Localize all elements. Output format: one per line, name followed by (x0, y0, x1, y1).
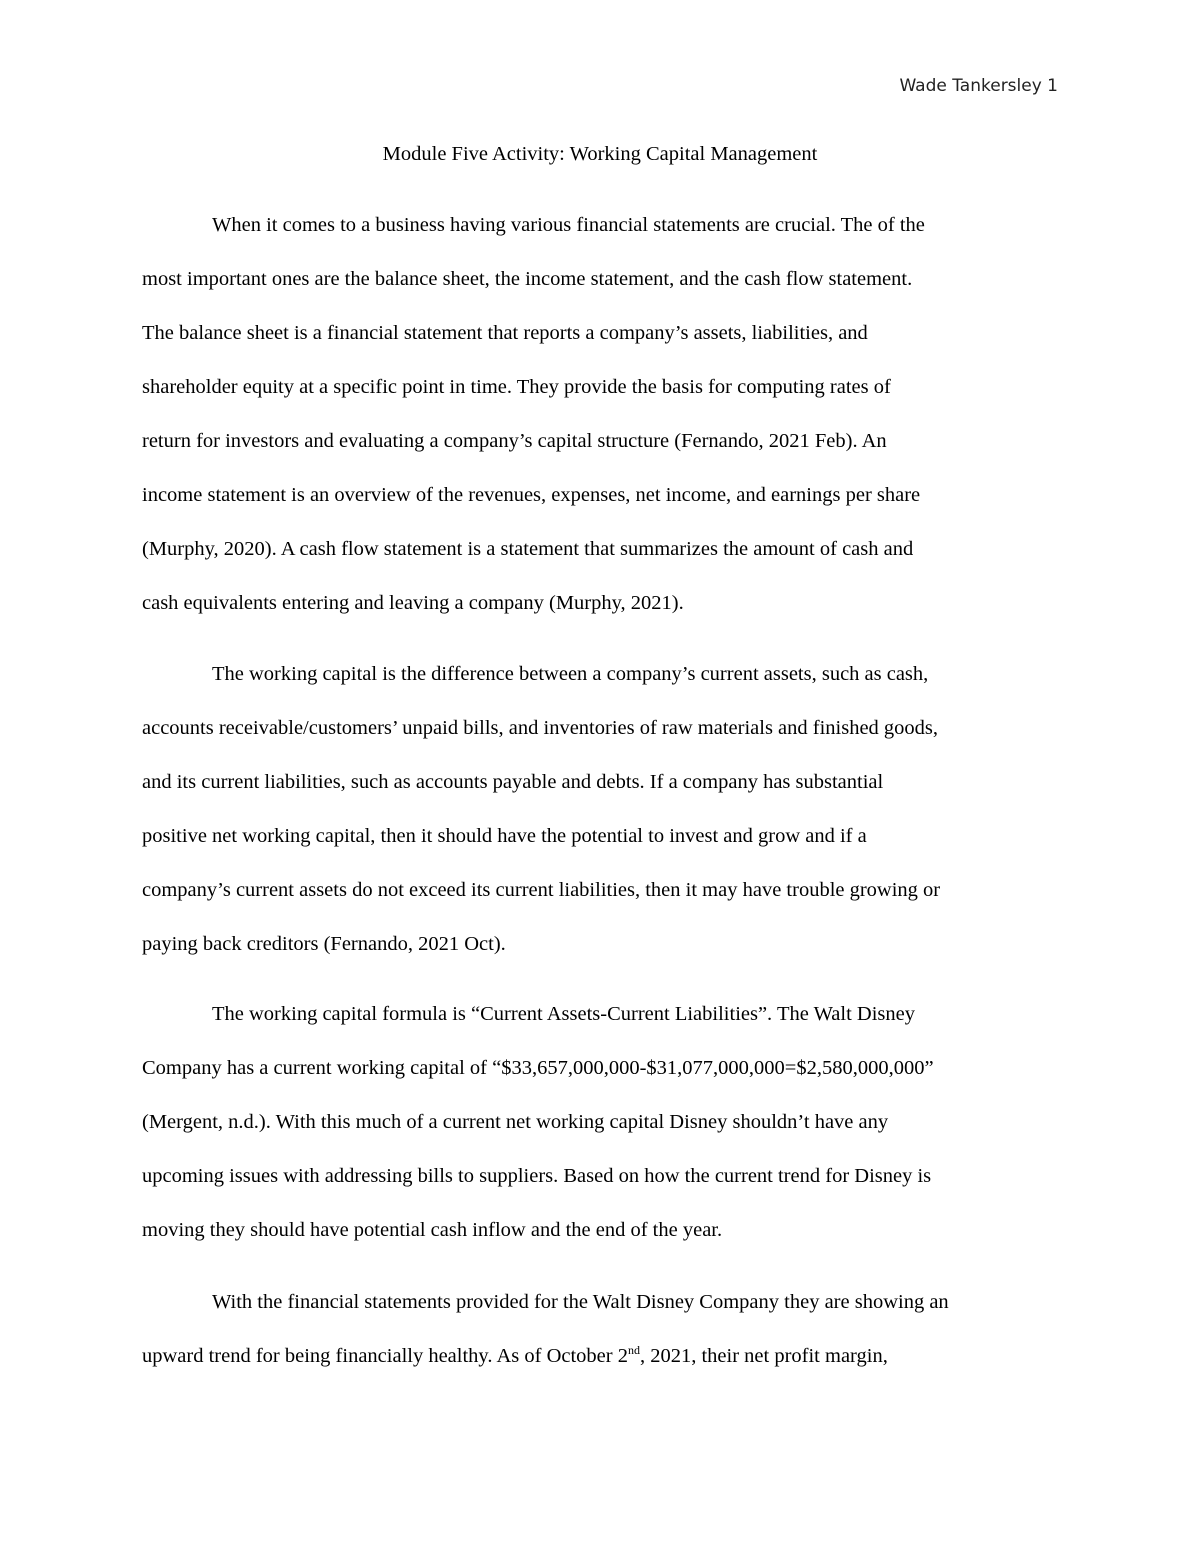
paragraph-line: and its current liabilities, such as accounts payable and debts. If a company has substantial (142, 771, 884, 793)
paragraph-line: paying back creditors (Fernando, 2021 Oct). (142, 933, 506, 955)
running-head: Wade Tankersley 1 (899, 76, 1058, 96)
paragraph-line: The working capital formula is “Current Assets-Current Liabilities”. The Walt Disney (212, 1003, 915, 1025)
page-title: Module Five Activity: Working Capital Management (382, 143, 818, 165)
paragraph-text: upward trend for being financially healthy. As of October 2 (142, 1345, 628, 1367)
paragraph-line: (Mergent, n.d.). With this much of a current net working capital Disney shouldn’t have any (142, 1111, 889, 1133)
ordinal-suffix: nd (627, 1343, 640, 1358)
paragraph-line: Company has a current working capital of “$33,657,000,000-$31,077,000,000=$2,580,000,000” (142, 1057, 934, 1079)
paragraph-line: upcoming issues with addressing bills to suppliers. Based on how the current trend for Disney is (142, 1165, 932, 1187)
paragraph-line: accounts receivable/customers’ unpaid bills, and inventories of raw materials and finished goods, (142, 717, 939, 739)
paragraph-line: most important ones are the balance sheet, the income statement, and the cash flow statement. (142, 268, 913, 290)
paragraph-text: , 2021, their net profit margin, (639, 1345, 888, 1367)
paragraph-line: company’s current assets do not exceed its current liabilities, then it may have trouble growing or (142, 879, 941, 901)
paragraph-line: positive net working capital, then it should have the potential to invest and grow and if a (142, 825, 867, 847)
paragraph-line: income statement is an overview of the revenues, expenses, net income, and earnings per share (142, 484, 921, 506)
paragraph-line: return for investors and evaluating a company’s capital structure (Fernando, 2021 Feb). An (142, 430, 887, 452)
paragraph-line: moving they should have potential cash inflow and the end of the year. (142, 1219, 723, 1241)
paragraph-line (142, 1341, 888, 1371)
paragraph-line: cash equivalents entering and leaving a company (Murphy, 2021). (142, 592, 684, 614)
paragraph-line: (Murphy, 2020). A cash flow statement is a statement that summarizes the amount of cash and (142, 538, 914, 560)
paragraph-line: When it comes to a business having various financial statements are crucial. The of the (212, 214, 925, 236)
paragraph-line: The working capital is the difference between a company’s current assets, such as cash, (212, 663, 929, 685)
paragraph-line: shareholder equity at a specific point in time. They provide the basis for computing rates of (142, 376, 891, 398)
paragraph-line: With the financial statements provided for the Walt Disney Company they are showing an (212, 1291, 949, 1313)
paragraph-line: The balance sheet is a financial statement that reports a company’s assets, liabilities, and (142, 322, 868, 344)
